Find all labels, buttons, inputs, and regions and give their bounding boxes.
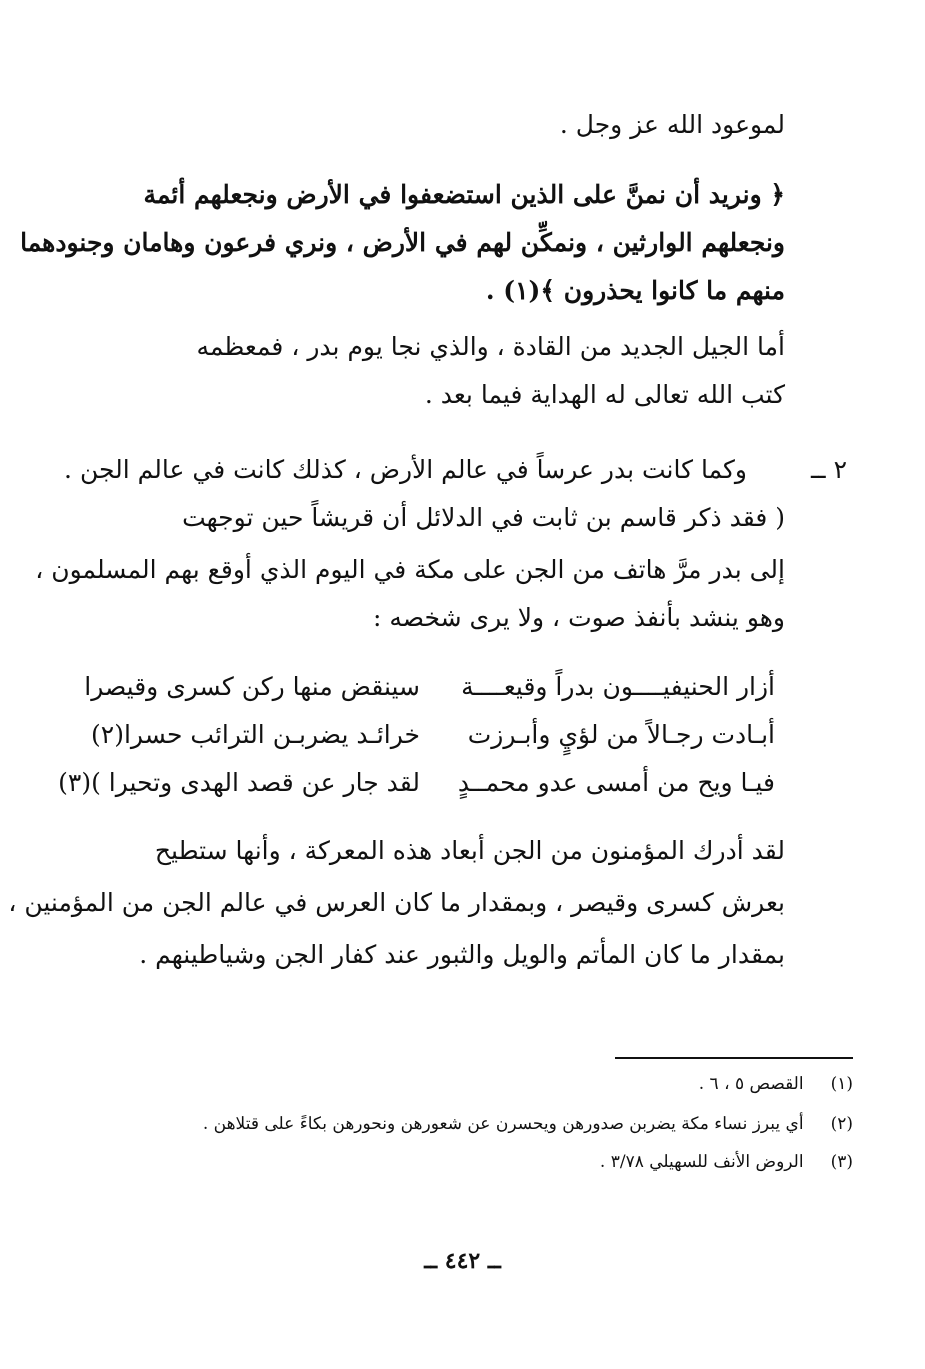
paragraph-line: كتب الله تعالى له الهداية فيما بعد . <box>424 380 785 409</box>
verse-second-hemistich: لقد جار عن قصد الهدى وتحيرا )(٣) <box>58 768 420 797</box>
item-line: إلى بدر مرَّ هاتف من الجن على مكة في اليوم الذي أوقع بهم المسلمون ، <box>35 555 785 584</box>
verse-first-hemistich: أبـادت رجـالاً من لؤيٍ وأبـرزت <box>467 720 775 749</box>
footnote-number: (٢) <box>830 1114 853 1134</box>
footnote-number: (٣) <box>830 1152 853 1172</box>
footnote-text: الروض الأنف للسهيلي ٣/٧٨ . <box>599 1152 804 1172</box>
verse-first-hemistich: فيـا ويح من أمسى عدو محمــدٍ <box>457 768 775 797</box>
footnote <box>153 1114 853 1134</box>
item-number: ٢ ــ <box>810 455 847 484</box>
verse-first-hemistich: أزار الحنيفيــــون بدراً وقيعــــة <box>461 672 775 701</box>
footnote-divider <box>615 1057 853 1059</box>
footnote <box>153 1074 853 1094</box>
paragraph-line: بمقدار ما كان المأتم والويل والثبور عند كفار الجن وشياطينهم . <box>139 940 785 969</box>
verse-second-hemistich: خرائـد يضربـن الترائب حسرا(٢) <box>91 720 420 749</box>
paragraph-line: لقد أدرك المؤمنون من الجن أبعاد هذه المعركة ، وأنها ستطيح <box>154 836 785 865</box>
item-line: وكما كانت بدر عرساً في عالم الأرض ، كذلك كانت في عالم الجن . <box>64 455 747 484</box>
footnote-number: (١) <box>830 1074 853 1094</box>
footnote <box>153 1152 853 1172</box>
verse-second-hemistich: سينقض منها ركن كسرى وقيصرا <box>84 672 420 701</box>
footnote-text: القصص ٥ ، ٦ . <box>698 1074 804 1094</box>
opening-line: لموعود الله عز وجل . <box>559 110 785 139</box>
footnote-text: أي يبرز نساء مكة يضربن صدورهن ويحسرن عن شعورهن ونحورهن بكاءً على قتلاهن . <box>202 1114 804 1134</box>
page-number: ــ ٤٤٢ ــ <box>424 1248 501 1274</box>
item-line: ( فقد ذكر قاسم بن ثابت في الدلائل أن قريشاً حين توجهت <box>182 503 785 532</box>
paragraph-line: أما الجيل الجديد من القادة ، والذي نجا يوم بدر ، فمعظمه <box>196 332 785 361</box>
paragraph-line: بعرش كسرى وقيصر ، وبمقدار ما كان العرس في عالم الجن من المؤمنين ، <box>8 888 785 917</box>
item-line: وهو ينشد بأنفذ صوت ، ولا يرى شخصه : <box>373 603 785 632</box>
quran-verse-line: ونجعلهم الوارثين ، ونمكِّن لهم في الأرض ، ونري فرعون وهامان وجنودهما <box>20 228 785 257</box>
quran-verse-line: ﴿ ونريد أن نمنَّ على الذين استضعفوا في الأرض ونجعلهم أئمة <box>143 180 785 209</box>
quran-verse-line: منهم ما كانوا يحذرون ﴾(١) . <box>485 276 785 305</box>
